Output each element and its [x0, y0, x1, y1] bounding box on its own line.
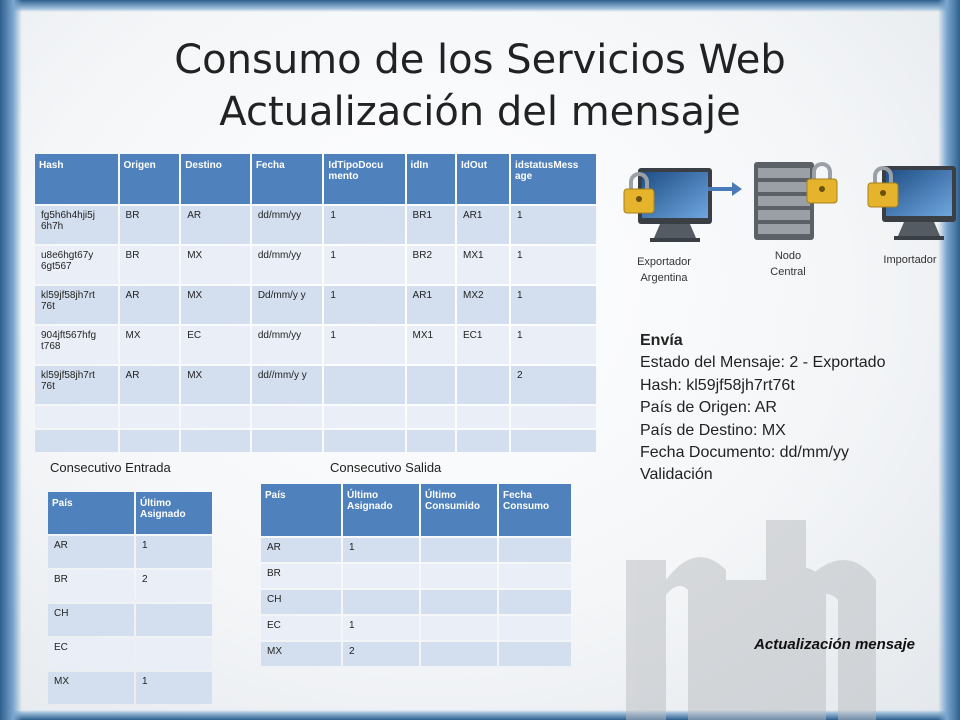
table-cell — [252, 430, 323, 452]
table-cell: 1 — [324, 246, 404, 284]
table-row — [35, 246, 596, 284]
table-row — [261, 590, 571, 614]
table-row — [48, 536, 212, 568]
table-cell: kl59jf58jh7rt 76t — [35, 286, 118, 324]
table-header-row — [48, 492, 212, 534]
table-row — [261, 616, 571, 640]
col-fecha-consumo: Fecha Consumo — [499, 484, 571, 536]
consecutivo-entrada-table — [46, 490, 214, 706]
table-header-row — [35, 154, 596, 204]
info-line: Fecha Documento: dd/mm/yy — [640, 444, 849, 462]
info-line: País de Origen: AR — [640, 399, 777, 417]
table-cell: BR — [261, 564, 341, 588]
caption-consecutivo-entrada: Consecutivo Entrada — [50, 460, 171, 475]
table-cell: MX — [48, 672, 134, 704]
table-cell: kl59jf58jh7rt 76t — [35, 366, 118, 404]
exportador-monitor-lock-icon — [620, 160, 716, 246]
table-cell: 904jft567hfg t768 — [35, 326, 118, 364]
table-row — [261, 564, 571, 588]
footer-caption: Actualización mensaje — [754, 636, 915, 653]
table-cell: 1 — [324, 286, 404, 324]
consecutivo-salida-table — [259, 482, 573, 668]
col-ultimo-consumido: Último Consumido — [421, 484, 497, 536]
table-cell — [499, 642, 571, 666]
table-cell — [136, 638, 212, 670]
table-cell: MX — [181, 286, 250, 324]
table-cell: dd//mm/y y — [252, 366, 323, 404]
table-cell: u8e6hgt67y 6gt567 — [35, 246, 118, 284]
table-cell — [136, 604, 212, 636]
table-cell — [407, 406, 455, 428]
table-cell: MX — [120, 326, 180, 364]
table-row — [48, 570, 212, 602]
table-cell: 1 — [511, 326, 596, 364]
table-cell: MX1 — [457, 246, 509, 284]
caption-consecutivo-salida: Consecutivo Salida — [330, 460, 442, 475]
slide-title — [0, 34, 960, 138]
table-cell — [181, 406, 250, 428]
table-cell — [499, 564, 571, 588]
table-cell: BR — [120, 246, 180, 284]
col-idstatusmessage: idstatusMess age — [511, 154, 596, 204]
info-line: Hash: kl59jf58jh7rt76t — [640, 376, 795, 394]
table-cell — [343, 590, 419, 614]
table-cell — [499, 616, 571, 640]
nodo-server-lock-icon — [748, 158, 840, 244]
info-panel — [640, 330, 940, 487]
col-origen: Origen — [120, 154, 180, 204]
table-cell: MX1 — [407, 326, 455, 364]
info-line: País de Destino: MX — [640, 421, 786, 439]
table-cell: EC — [48, 638, 134, 670]
table-cell: AR1 — [457, 206, 509, 244]
table-cell: AR — [261, 538, 341, 562]
table-cell: 1 — [136, 672, 212, 704]
table-cell: AR — [48, 536, 134, 568]
table-cell: 1 — [343, 616, 419, 640]
table-row — [261, 642, 571, 666]
label-nodo-central: Nodo Central — [770, 250, 806, 278]
col-hash: Hash — [35, 154, 118, 204]
table-cell — [252, 406, 323, 428]
table-cell: 1 — [324, 206, 404, 244]
table-cell — [120, 430, 180, 452]
table-cell: BR — [120, 206, 180, 244]
table-cell — [324, 406, 404, 428]
table-row — [48, 604, 212, 636]
label-exportador: Exportador Argentina — [637, 256, 691, 284]
col-fecha: Fecha — [252, 154, 323, 204]
table-cell — [407, 430, 455, 452]
table-row — [48, 672, 212, 704]
table-cell: CH — [48, 604, 134, 636]
table-row — [35, 406, 596, 428]
title-line-2: Actualización del mensaje — [219, 89, 741, 135]
table-cell: AR — [181, 206, 250, 244]
table-cell: 2 — [511, 366, 596, 404]
table-cell — [457, 366, 509, 404]
table-cell: dd/mm/yy — [252, 206, 323, 244]
table-cell: 1 — [343, 538, 419, 562]
info-line: Validación — [640, 466, 713, 484]
col-ultimo-asignado: Último Asignado — [136, 492, 212, 534]
table-cell: 1 — [511, 206, 596, 244]
table-row — [35, 286, 596, 324]
table-cell — [511, 430, 596, 452]
col-pais: País — [48, 492, 134, 534]
table-cell: AR — [120, 366, 180, 404]
table-cell — [343, 564, 419, 588]
table-cell — [499, 590, 571, 614]
mh-logo-icon — [616, 520, 916, 720]
table-cell: MX2 — [457, 286, 509, 324]
table-cell — [407, 366, 455, 404]
table-row — [35, 206, 596, 244]
label-importador: Importador — [883, 254, 937, 266]
table-cell — [181, 430, 250, 452]
table-cell: CH — [261, 590, 341, 614]
table-cell: dd/mm/yy — [252, 326, 323, 364]
table-header-row — [261, 484, 571, 536]
table-cell: BR1 — [407, 206, 455, 244]
table-cell: MX — [261, 642, 341, 666]
importador-monitor-lock-icon — [864, 158, 960, 244]
table-cell: 2 — [136, 570, 212, 602]
table-cell: 1 — [511, 286, 596, 324]
table-cell — [324, 366, 404, 404]
table-cell: BR — [48, 570, 134, 602]
col-idtipodocumento: IdTipoDocu mento — [324, 154, 404, 204]
table-cell — [421, 538, 497, 562]
table-cell: AR1 — [407, 286, 455, 324]
table-row — [261, 538, 571, 562]
table-cell: dd/mm/yy — [252, 246, 323, 284]
table-cell: 1 — [511, 246, 596, 284]
table-cell: 1 — [324, 326, 404, 364]
table-cell — [421, 590, 497, 614]
table-cell — [35, 406, 118, 428]
table-cell: 2 — [343, 642, 419, 666]
table-cell — [511, 406, 596, 428]
table-cell: Dd/mm/y y — [252, 286, 323, 324]
table-cell: 1 — [136, 536, 212, 568]
title-line-1: Consumo de los Servicios Web — [174, 37, 786, 83]
table-cell: EC — [261, 616, 341, 640]
table-cell: EC — [181, 326, 250, 364]
arrow-right-icon — [706, 180, 744, 198]
col-ultimo-asignado: Último Asignado — [343, 484, 419, 536]
table-row — [35, 366, 596, 404]
table-row — [48, 638, 212, 670]
info-line: Estado del Mensaje: 2 - Exportado — [640, 354, 886, 372]
table-cell — [120, 406, 180, 428]
table-cell: fg5h6h4hji5j 6h7h — [35, 206, 118, 244]
slide-frame-top — [0, 0, 960, 12]
table-cell — [421, 616, 497, 640]
col-pais: País — [261, 484, 341, 536]
info-heading: Envía — [640, 332, 683, 349]
table-cell — [421, 642, 497, 666]
table-cell — [324, 430, 404, 452]
col-idin: idIn — [407, 154, 455, 204]
table-cell — [35, 430, 118, 452]
col-idout: IdOut — [457, 154, 509, 204]
table-row — [35, 430, 596, 452]
table-cell: MX — [181, 246, 250, 284]
table-cell: EC1 — [457, 326, 509, 364]
table-cell — [499, 538, 571, 562]
table-row — [35, 326, 596, 364]
col-destino: Destino — [181, 154, 250, 204]
table-cell — [457, 430, 509, 452]
table-cell: BR2 — [407, 246, 455, 284]
messages-table — [33, 152, 598, 454]
table-cell — [457, 406, 509, 428]
table-cell — [421, 564, 497, 588]
table-cell: MX — [181, 366, 250, 404]
table-cell: AR — [120, 286, 180, 324]
